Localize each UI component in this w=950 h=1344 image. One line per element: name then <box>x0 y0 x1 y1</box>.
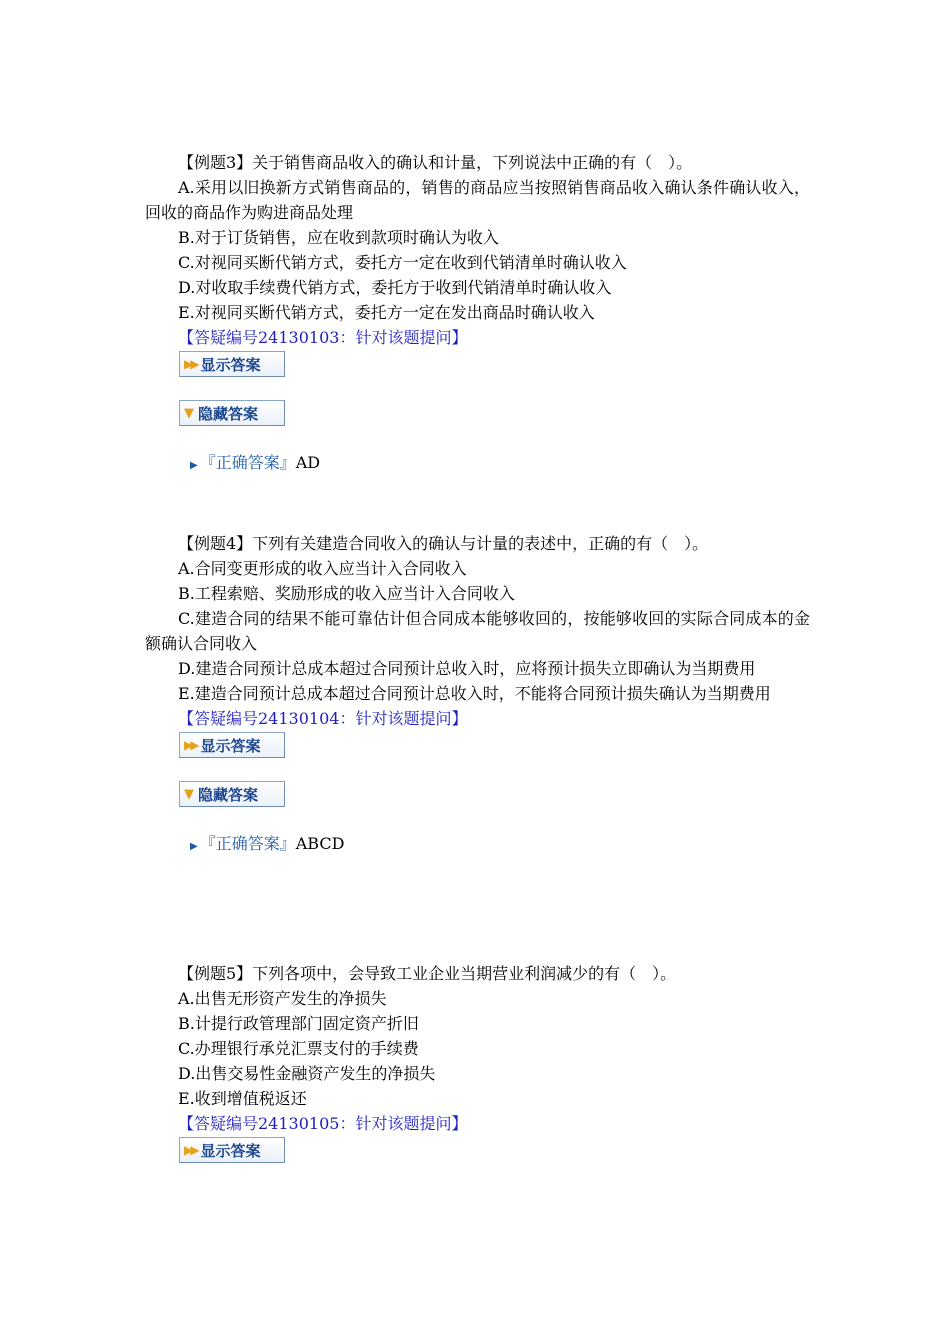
option-c: C.建造合同的结果不能可靠估计但合同成本能够收回的，按能够收回的实际合同成本的金额确认合同收入 <box>145 609 810 653</box>
answer-label: 『正确答案』 <box>199 453 296 472</box>
show-answer-label: 显示答案 <box>200 355 261 374</box>
answer-value: ABCD <box>295 834 345 853</box>
show-answer-label: 显示答案 <box>200 1141 261 1160</box>
correct-answer <box>145 831 810 859</box>
double-chevron-down-icon: ▼ <box>184 786 194 802</box>
correct-answer <box>145 450 810 478</box>
question-title: 【例题4】下列有关建造合同收入的确认与计量的表述中，正确的有（ ）。 <box>178 534 709 553</box>
question-4 <box>145 531 810 859</box>
option-e: E.收到增值税返还 <box>178 1089 307 1108</box>
question-5 <box>145 961 810 1163</box>
show-answer-button[interactable] <box>179 732 285 758</box>
qa-link[interactable]: 【答疑编号24130103：针对该题提问】 <box>178 328 468 347</box>
hide-answer-button[interactable] <box>179 781 285 807</box>
option-d: D.对收取手续费代销方式，委托方于收到代销清单时确认收入 <box>178 278 612 297</box>
qa-link[interactable]: 【答疑编号24130105：针对该题提问】 <box>178 1114 468 1133</box>
option-a: A.出售无形资产发生的净损失 <box>178 989 387 1008</box>
option-d: D.建造合同预计总成本超过合同预计总收入时，应将预计损失立即确认为当期费用 <box>178 659 756 678</box>
option-a: A.合同变更形成的收入应当计入合同收入 <box>178 559 467 578</box>
double-chevron-right-icon: ▶▶ <box>184 1143 197 1157</box>
question-3 <box>145 150 810 478</box>
hide-answer-label: 隐藏答案 <box>198 404 259 423</box>
answer-label: 『正确答案』 <box>199 834 296 853</box>
show-answer-label: 显示答案 <box>200 736 261 755</box>
question-title: 【例题5】下列各项中，会导致工业企业当期营业利润减少的有（ ）。 <box>178 964 677 983</box>
option-c: C.对视同买断代销方式，委托方一定在收到代销清单时确认收入 <box>178 253 627 272</box>
option-d: D.出售交易性金融资产发生的净损失 <box>178 1064 436 1083</box>
option-b: B.对于订货销售，应在收到款项时确认为收入 <box>178 228 499 247</box>
option-b: B.工程索赔、奖励形成的收入应当计入合同收入 <box>178 584 515 603</box>
triangle-right-icon: ▶ <box>190 841 198 852</box>
option-e: E.建造合同预计总成本超过合同预计总收入时，不能将合同预计损失确认为当期费用 <box>178 684 771 703</box>
option-c: C.办理银行承兑汇票支付的手续费 <box>178 1039 419 1058</box>
double-chevron-right-icon: ▶▶ <box>184 738 197 752</box>
option-b: B.计提行政管理部门固定资产折旧 <box>178 1014 419 1033</box>
hide-answer-button[interactable] <box>179 400 285 426</box>
option-a: A.采用以旧换新方式销售商品的，销售的商品应当按照销售商品收入确认条件确认收入，回收的商品作为购进商品处理 <box>145 178 810 222</box>
option-e: E.对视同买断代销方式，委托方一定在发出商品时确认收入 <box>178 303 595 322</box>
question-title: 【例题3】关于销售商品收入的确认和计量，下列说法中正确的有（ ）。 <box>178 153 693 172</box>
qa-link[interactable]: 【答疑编号24130104：针对该题提问】 <box>178 709 468 728</box>
triangle-right-icon: ▶ <box>190 460 198 471</box>
show-answer-button[interactable] <box>179 1137 285 1163</box>
double-chevron-down-icon: ▼ <box>184 405 194 421</box>
answer-value: AD <box>295 453 321 472</box>
show-answer-button[interactable] <box>179 351 285 377</box>
hide-answer-label: 隐藏答案 <box>198 785 259 804</box>
double-chevron-right-icon: ▶▶ <box>184 357 197 371</box>
